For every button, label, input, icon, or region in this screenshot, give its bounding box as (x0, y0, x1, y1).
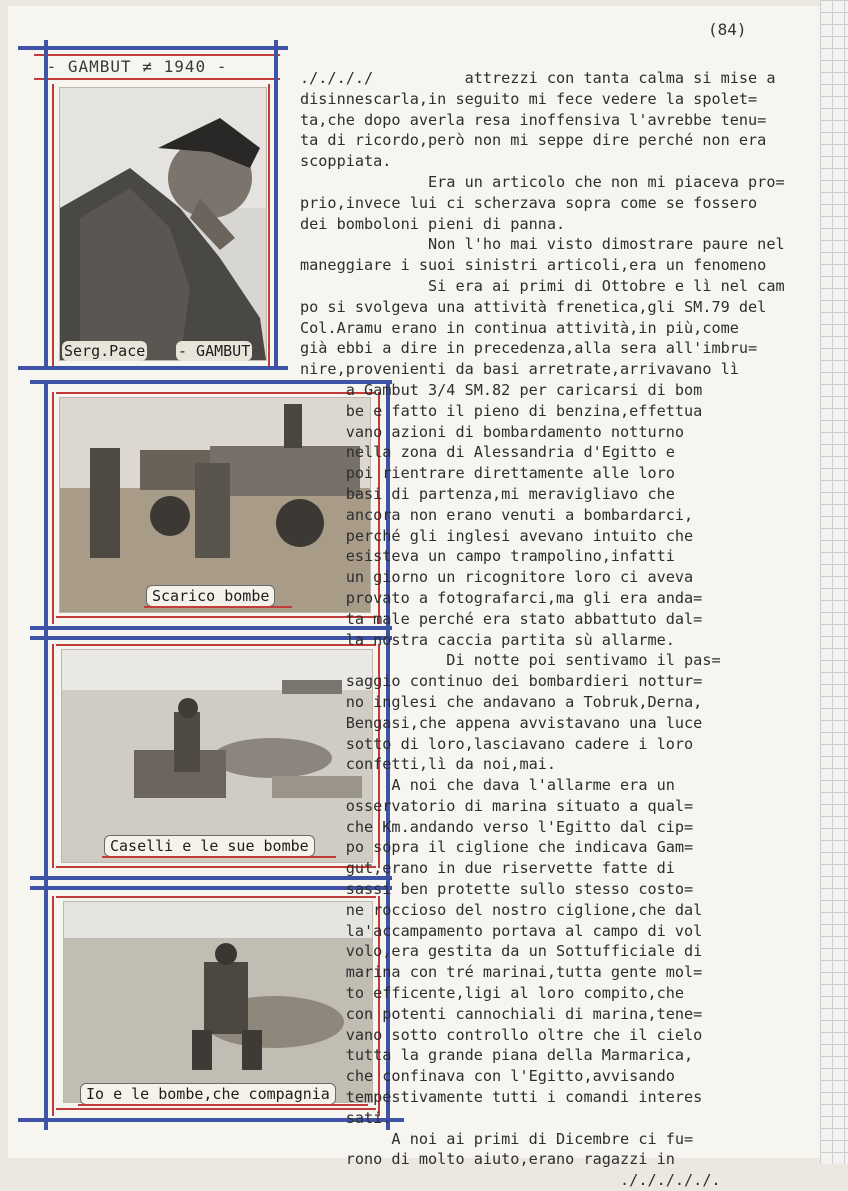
text-line: Col.Aramu erano in continua attività,in più,come (300, 318, 739, 337)
text-line: no inglesi che andavano a Tobruk,Derna, (300, 692, 703, 711)
text-line: a Gambut 3/4 SM.82 per caricarsi di bom (300, 380, 703, 399)
text-line: esisteva un campo trampolino,infatti (300, 547, 675, 566)
text-line: ne roccioso del nostro ciglione,che dal (300, 900, 703, 919)
text-line: po si svolgeva una attività frenetica,gli SM.79 del (300, 297, 767, 316)
text-line: perché gli inglesi avevano intuito che (300, 526, 694, 545)
text-line: saggio continuo dei bombardieri nottur= (300, 672, 703, 691)
text-line: la nostra caccia partita sù allarme. (300, 630, 675, 649)
frame-line (52, 84, 54, 366)
text-line: sassi ben protette sullo stesso costo= (300, 880, 694, 899)
photo-caption (62, 341, 147, 361)
text-line: sati. (300, 1108, 392, 1127)
text-line: nire,provenienti da basi arretrate,arrivavano lì (300, 360, 739, 379)
frame-line (52, 392, 54, 624)
text-line: tempestivamente tutti i comandi interes (300, 1088, 703, 1107)
text-line: già ebbi a dire in precedenza,alla sera all'imbru= (300, 339, 758, 358)
text-line: marina con tré marinai,tutta gente mol= (300, 963, 703, 982)
text-line: Bengasi,che appena avvistavano una luce (300, 713, 703, 732)
text-line: osservatorio di marina situato a qual= (300, 796, 694, 815)
text-line: disinnescarla,in seguito mi fece vedere la spolet= (300, 89, 758, 108)
caption-right: - GAMBUT (178, 342, 251, 360)
text-line: be e fatto il pieno di benzina,effettua (300, 401, 703, 420)
text-line: basi di partenza,mi meravigliavo che (300, 484, 675, 503)
text-line: sotto di loro,lasciavano cadere i loro (300, 734, 694, 753)
text-line: ancora non erano venuti a bombardarci, (300, 505, 694, 524)
text-line: nella zona di Alessandria d'Egitto e (300, 443, 675, 462)
text-line: vano azioni di bombardamento notturno (300, 422, 685, 441)
frame-line (18, 366, 288, 370)
photo-caption (176, 341, 252, 361)
caption-underline (144, 606, 292, 608)
text-line: ./././././. (300, 1171, 721, 1190)
typed-text (300, 68, 826, 1191)
text-line: scoppiata. (300, 152, 392, 171)
text-line: ././././ attrezzi con tanta calma si mise a (300, 69, 776, 87)
frame-line (52, 644, 54, 868)
text-line: rono di molto aiuto,erano ragazzi in (300, 1150, 675, 1169)
text-line: A noi che dava l'allarme era un (300, 776, 675, 795)
text-line: che Km.andando verso l'Egitto dal cip= (300, 817, 694, 836)
text-line: dei bomboloni pieni di panna. (300, 214, 566, 233)
frame-line (274, 40, 278, 370)
text-line: tutta la grande piana della Marmarica, (300, 1046, 694, 1065)
photo-caption: Caselli e le sue bombe (104, 835, 315, 857)
text-line: Si era ai primi di Ottobre e lì nel cam (300, 276, 785, 295)
text-line: vano sotto controllo oltre che il cielo (300, 1025, 703, 1044)
text-line: confetti,lì da noi,mai. (300, 755, 557, 774)
text-line: ta,che dopo averla resa inoffensiva l'avrebbe tenu= (300, 110, 767, 129)
text-line: un giorno un ricognitore loro ci aveva (300, 568, 694, 587)
frame-line (44, 40, 48, 370)
text-line: Non l'ho mai visto dimostrare paure nel (300, 235, 785, 254)
text-line: che confinava con l'Egitto,avvisando (300, 1067, 675, 1086)
frame-line (44, 380, 48, 1130)
text-line: Era un articolo che non mi piaceva pro= (300, 172, 785, 191)
text-line: prio,invece lui ci scherzava sopra come se fossero (300, 193, 758, 212)
text-line: volo,era gestita da un Sottufficiale di (300, 942, 703, 961)
text-line: poi rientrare direttamente alle loro (300, 464, 675, 483)
text-line: ta di ricordo,però non mi seppe dire perché non era (300, 131, 767, 150)
photo-caption: Io e le bombe,che compagnia (80, 1083, 336, 1105)
page-number: (84) (708, 20, 747, 39)
text-line: Di notte poi sentivamo il pas= (300, 651, 721, 670)
text-line: to efficente,ligi al loro compito,che (300, 984, 685, 1003)
text-line: maneggiare i suoi sinistri articoli,era un fenomeno (300, 256, 767, 275)
frame-line (18, 46, 288, 50)
text-line: la'accampamento portava al campo di vol (300, 921, 703, 940)
text-line: con potenti cannochiali di marina,tene= (300, 1004, 703, 1023)
frame-line (34, 78, 280, 80)
text-line: provato a fotografarci,ma gli era anda= (300, 588, 703, 607)
photo-portrait (60, 88, 266, 360)
text-line: ta male perché era stato abbattuto dal= (300, 609, 703, 628)
header-label: - GAMBUT ≠ 1940 - (46, 57, 228, 76)
text-line: gut,erano in due riservette fatte di (300, 859, 675, 878)
photo-caption: Scarico bombe (146, 585, 275, 607)
frame-line (268, 84, 270, 366)
frame-line (52, 896, 54, 1116)
caption-left: Serg.Pace (64, 342, 146, 360)
text-line: A noi ai primi di Dicembre ci fu= (300, 1129, 694, 1148)
text-line: po sopra il ciglione che indicava Gam= (300, 838, 694, 857)
